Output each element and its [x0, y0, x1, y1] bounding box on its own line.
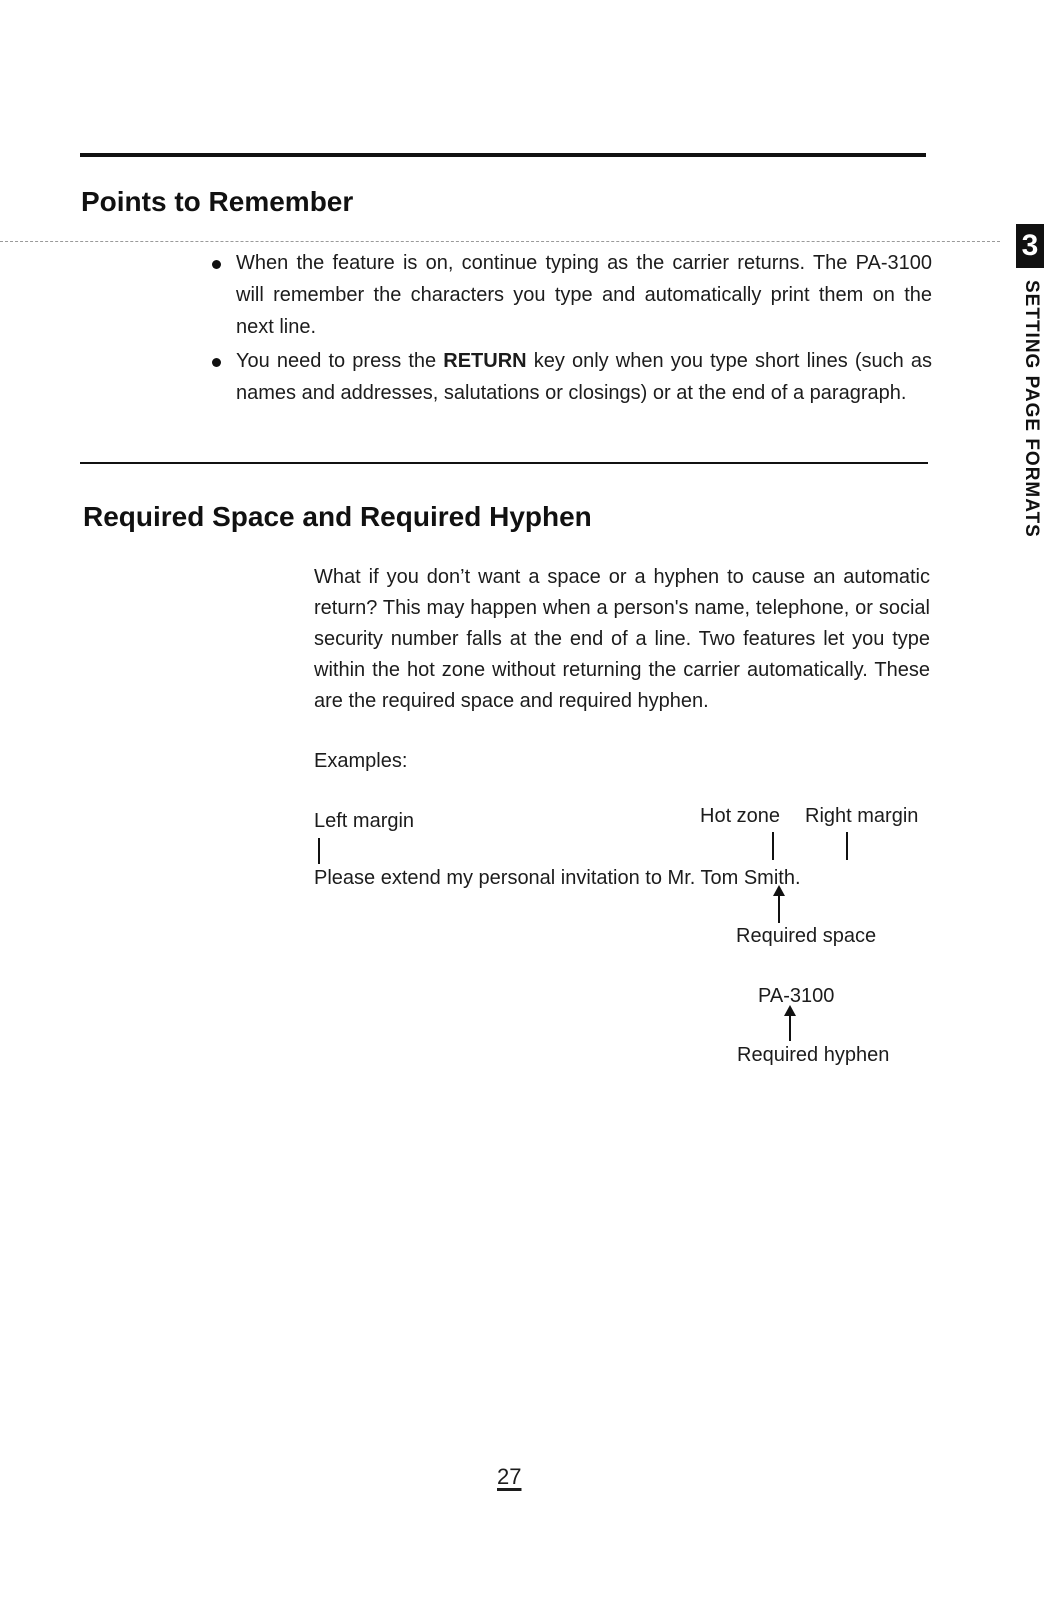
- bullet-icon: [212, 358, 221, 367]
- points-list: [212, 247, 932, 409]
- required-hyphen-label: Required hyphen: [737, 1044, 890, 1066]
- section-title-required-space-hyphen: Required Space and Required Hyphen: [83, 501, 592, 532]
- faint-divider: [0, 241, 1000, 242]
- hot-zone-label: Hot zone: [700, 805, 781, 827]
- hot-zone-marker: [772, 832, 774, 860]
- examples-label: Examples:: [314, 750, 408, 772]
- right-margin-marker: [846, 832, 848, 860]
- required-hyphen-arrow-stem: [789, 1015, 791, 1041]
- return-key-name: RETURN: [443, 350, 527, 372]
- chapter-tab: 3: [1016, 224, 1044, 268]
- page-number: 27: [497, 1464, 522, 1489]
- bullet-text: When the feature is on, continue typing as the carrier returns. The PA-3100 will remember the characters you type and automatically print them on the next line.: [236, 252, 932, 338]
- required-space-arrow-stem: [778, 895, 780, 923]
- chapter-side-label: SETTING PAGE FORMATS: [1021, 280, 1042, 538]
- list-item: [212, 345, 932, 409]
- bullet-icon: [212, 260, 221, 269]
- left-margin-marker: [318, 838, 320, 864]
- required-space-label: Required space: [736, 925, 877, 947]
- section-rule: [80, 462, 928, 464]
- top-rule: [80, 153, 926, 157]
- bullet-text-end: key only when you type short lines (such as names and addresses, salutations or closings) or at the end of a paragraph.: [236, 350, 932, 404]
- left-margin-label: Left margin: [314, 810, 415, 832]
- body-paragraph: What if you don’t want a space or a hyphen to cause an automatic return? This may happen when a person's name, telephone, or social security number falls at the end of a line. Two features let you type within the hot zone without returning the carrier automatically. These are the required space and required hyphen.: [314, 566, 930, 712]
- example-sentence: Please extend my personal invitation to Mr. Tom Smith.: [314, 867, 801, 889]
- bullet-text-start: You need to press the: [236, 350, 444, 372]
- list-item: [212, 247, 932, 343]
- hyphen-example: PA-3100: [758, 985, 835, 1007]
- section-title-points-to-remember: Points to Remember: [81, 186, 354, 217]
- right-margin-label: Right margin: [805, 805, 919, 827]
